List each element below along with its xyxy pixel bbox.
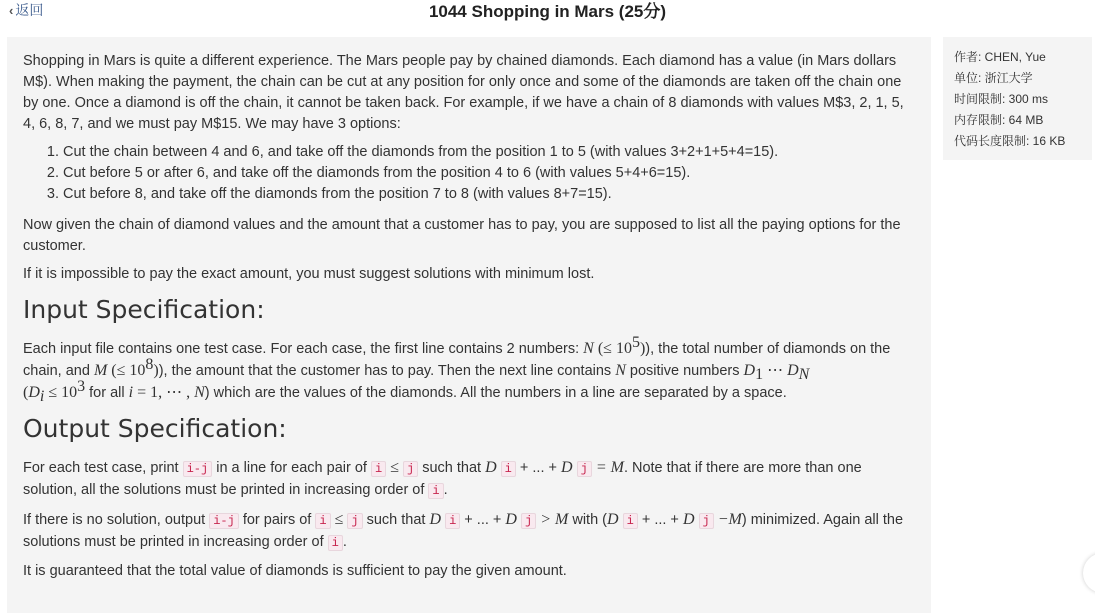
problem-intro: Shopping in Mars is quite a different experience. The Mars people pay by chained diamonds. Each diamond has a value (in Mars dollars M$). When making the payment, the chain can be cut at any position for only once and some of the diamonds are taken off the chain one by one. Once a diamond is off the chain, it cannot be taken back. For example, if we have a chain of 8 diamonds with values M$3, 2, 1, 5, 4, 6, 8, 7, and we must pay M$15. We may have 3 options:	[23, 53, 904, 132]
top-bar	[0, 0, 1095, 22]
option-item: 3. Cut before 8, and take off the diamonds from the position 7 to 8 (with values 8+7=15).	[63, 184, 907, 205]
problem-panel	[7, 37, 931, 613]
output-spec-2: If there is no solution, output i-j for pairs of i ≤ j such that D i + ... + D j > M with (D i + ... + D j −M) minimized. Again all the solutions must be printed in increasing order of i .	[23, 511, 904, 550]
floating-action-button[interactable]	[1083, 553, 1095, 593]
page-title: 1044 Shopping in Mars (25分)	[428, 2, 667, 21]
option-item: 2. Cut before 5 or after 6, and take off the diamonds from the position 4 to 6 (with values 5+4+6=15).	[63, 163, 907, 184]
output-spec-1: For each test case, print i-j in a line for each pair of i ≤ j such that D i + ... + D j = M. Note that if there are more than one solution, all the solutions must be printed in increasing order of i .	[23, 459, 862, 498]
problem-info-panel	[943, 37, 1092, 160]
input-heading: Input Specification:	[23, 295, 265, 324]
output-heading: Output Specification:	[23, 414, 287, 443]
option-item: 1. Cut the chain between 4 and 6, and take off the diamonds from the position 1 to 5 (with values 3+2+1+5+4=15).	[63, 142, 907, 163]
author-info: 作者: CHEN, Yue	[954, 50, 1046, 64]
problem-para: Now given the chain of diamond values and the amount that a customer has to pay, you are supposed to list all the paying options for the customer.	[23, 217, 901, 254]
options-list	[23, 142, 907, 205]
memory-limit-info: 内存限制: 64 MB	[954, 113, 1044, 127]
time-limit-info: 时间限制: 300 ms	[954, 92, 1049, 106]
code-limit-info: 代码长度限制: 16 KB	[954, 134, 1066, 148]
input-spec: Each input file contains one test case. For each case, the first line contains 2 numbers: N (≤ $10^5$)), the total number of diamonds on the chain, and M (≤ $10^8$)), the amount that the customer has to pay. Then the next line contains N positive numbers $D_1$ ⋯ $D_N$ ($D_i \le 10^3$ for all i = 1, ⋯ , N) which are the values of the diamonds. All the numbers in a line are separated by a space.	[23, 334, 891, 405]
problem-para: If it is impossible to pay the exact amount, you must suggest solutions with minimum lost.	[23, 266, 595, 282]
unit-info: 单位: 浙江大学	[954, 71, 1033, 85]
back-label: 返回	[15, 2, 44, 18]
problem-content	[23, 51, 907, 589]
output-spec-3: It is guaranteed that the total value of diamonds is sufficient to pay the given amount.	[23, 563, 567, 579]
chevron-left-icon: ‹	[9, 2, 14, 18]
